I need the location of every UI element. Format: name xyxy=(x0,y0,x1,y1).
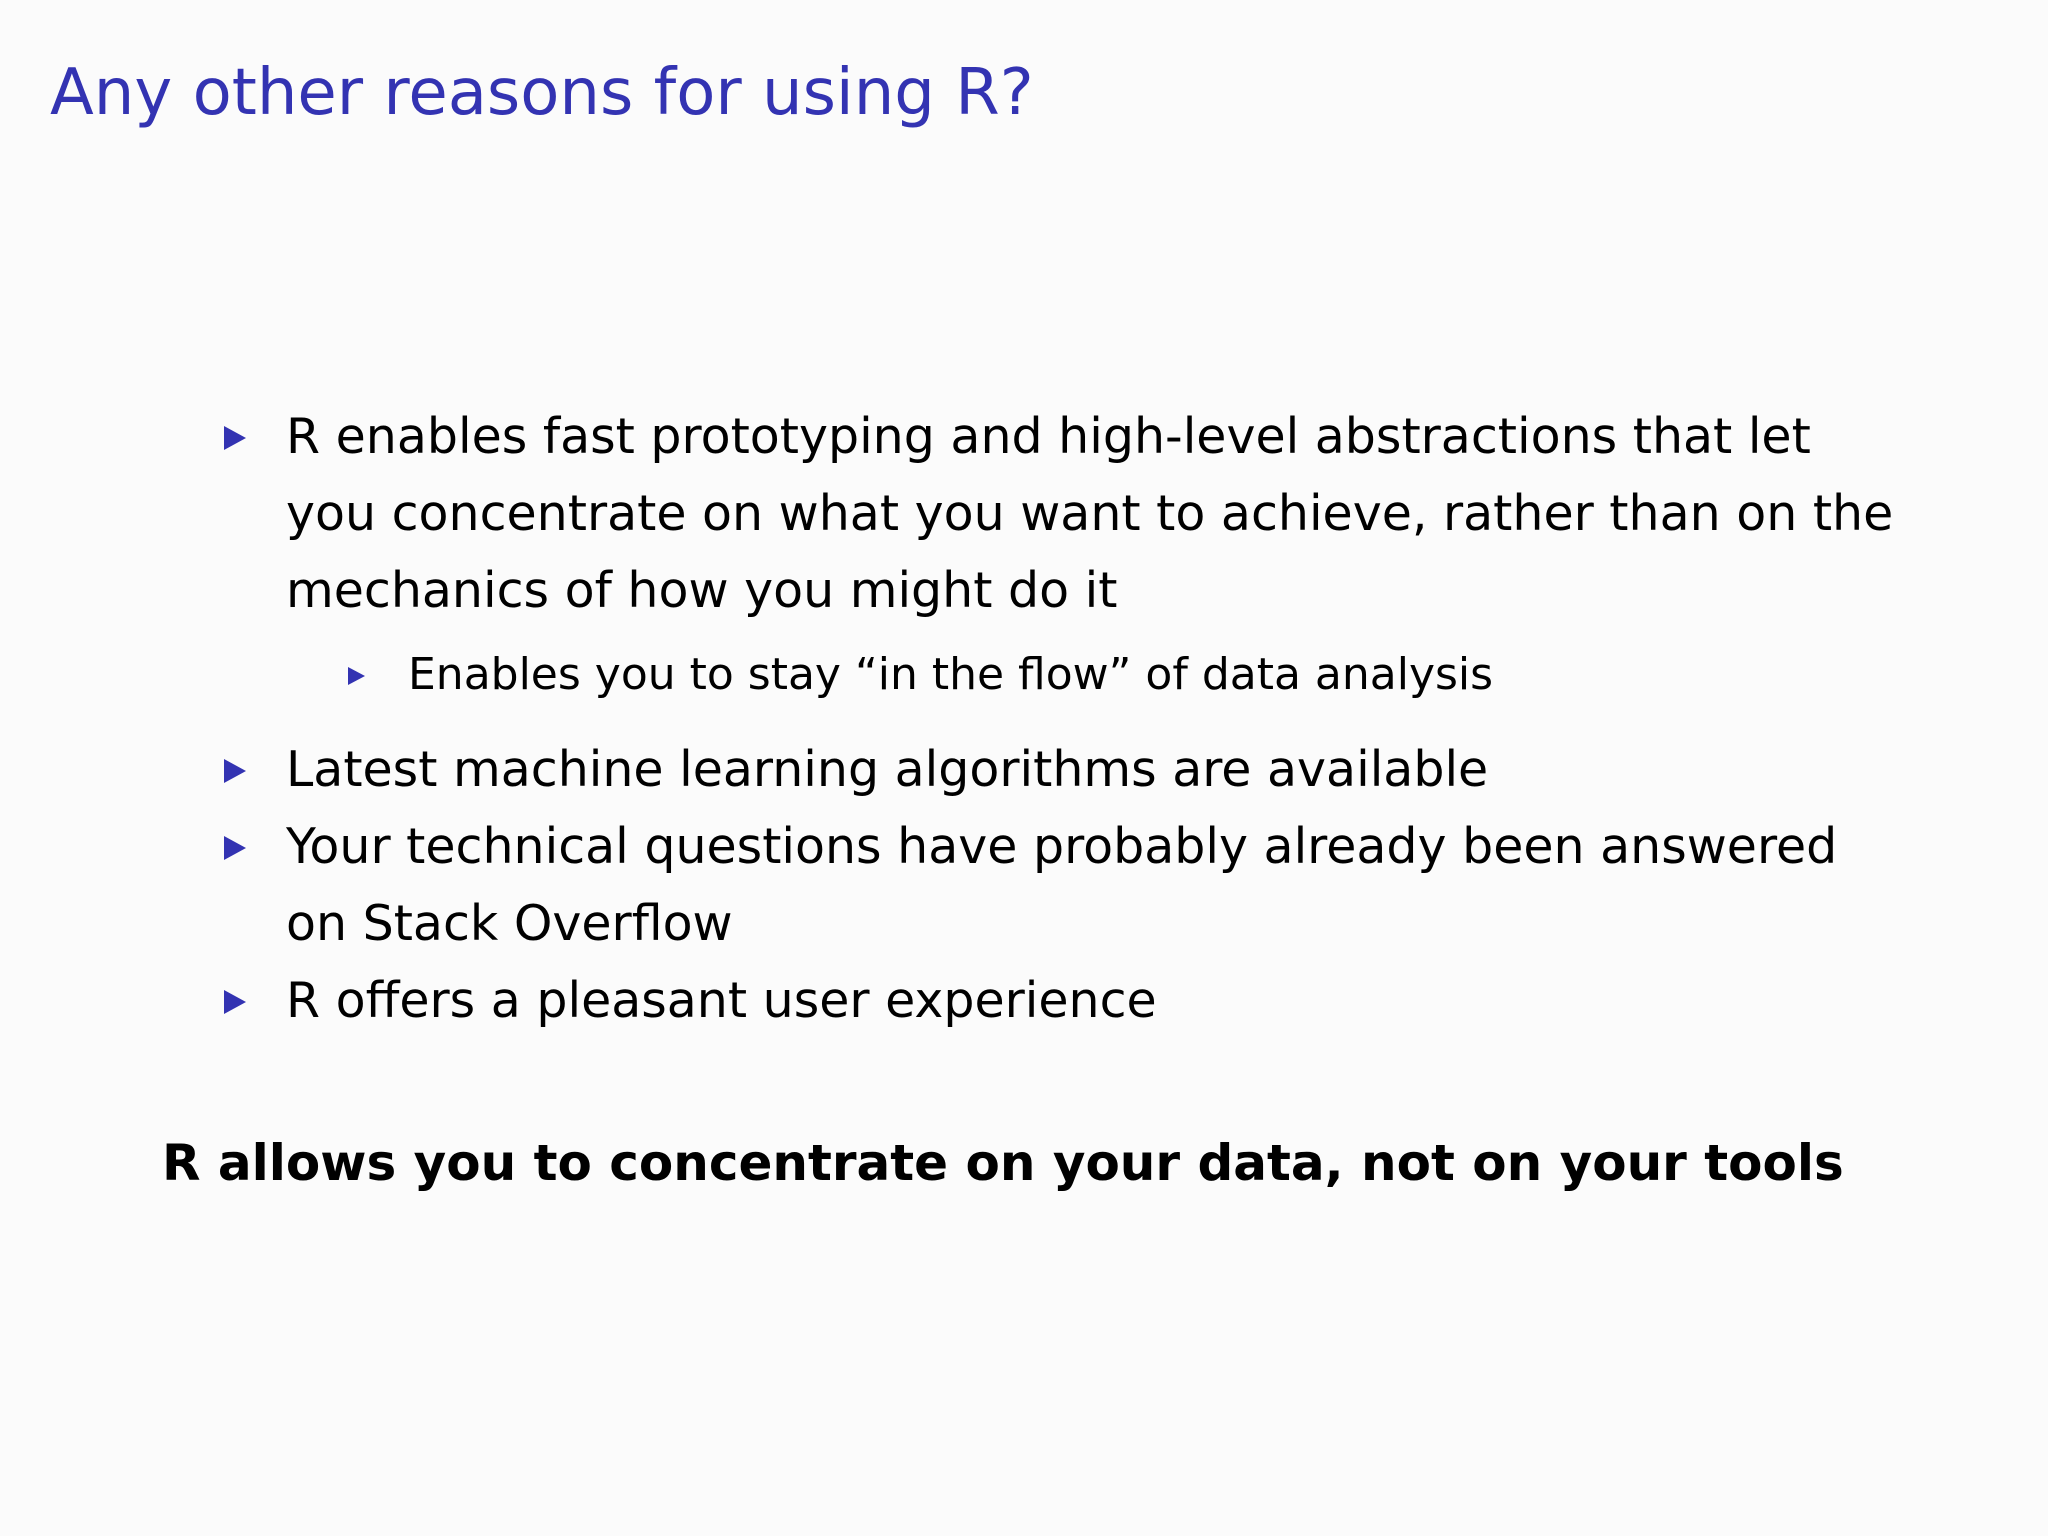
conclusion-statement: R allows you to concentrate on your data, not on your tools xyxy=(162,1134,1844,1192)
triangle-right-icon xyxy=(224,759,246,783)
slide-title: Any other reasons for using R? xyxy=(50,56,1034,130)
sub-list-item xyxy=(346,639,1900,711)
triangle-right-icon xyxy=(224,990,246,1014)
list-item-text: Your technical questions have probably already been answered on Stack Overflow xyxy=(286,818,1838,952)
bullet-list xyxy=(220,398,1900,1039)
triangle-right-icon xyxy=(224,426,246,450)
list-item-text: R enables fast prototyping and high-level abstractions that let you concentrate on what you want to achieve, rather than on the mechanics of how you might do it xyxy=(286,408,1894,619)
list-item xyxy=(220,808,1900,962)
triangle-right-icon xyxy=(224,836,246,860)
list-item xyxy=(220,398,1900,711)
triangle-right-icon xyxy=(348,667,365,685)
sub-bullet-list xyxy=(286,639,1900,711)
list-item-text: R offers a pleasant user experience xyxy=(286,972,1157,1029)
sub-list-item-text: Enables you to stay “in the flow” of data analysis xyxy=(408,649,1494,700)
list-item-text: Latest machine learning algorithms are available xyxy=(286,741,1489,798)
list-item xyxy=(220,731,1900,808)
list-item xyxy=(220,962,1900,1039)
